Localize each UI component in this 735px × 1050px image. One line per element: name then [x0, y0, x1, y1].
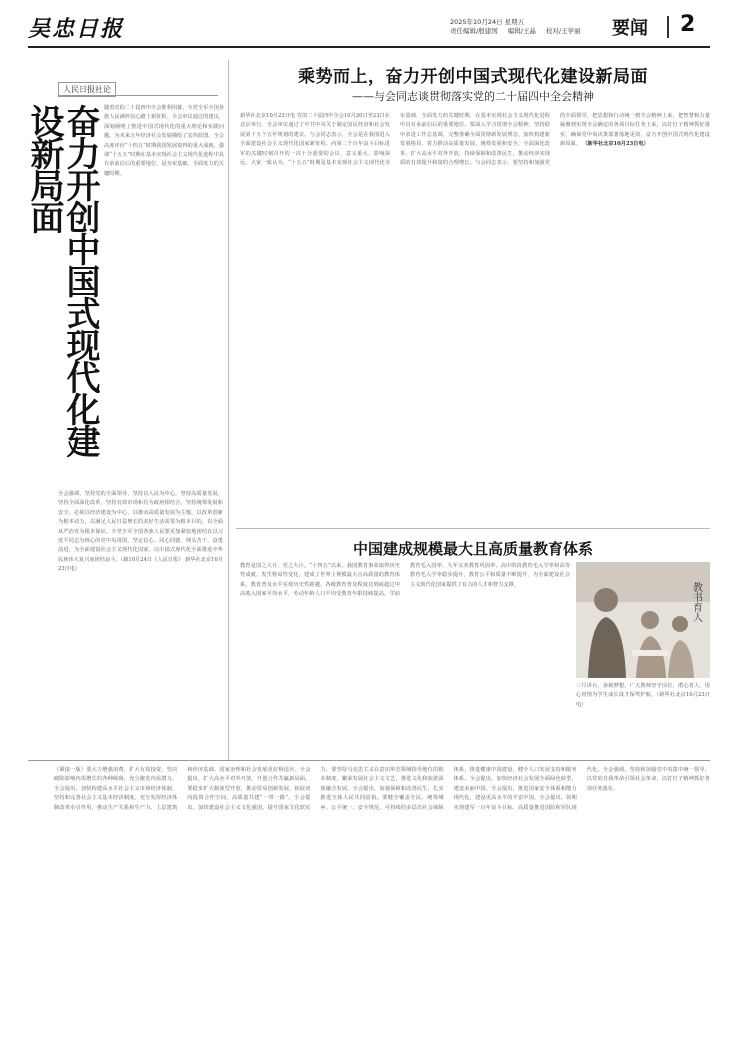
education-article-continued: 三尺讲台，承载梦想。广大教师坚守岗位、潜心育人，用心用情为学生成长成才保驾护航。（新华社北京10月23日电） — [576, 683, 710, 708]
editorial-tag-rule — [58, 95, 218, 96]
education-article-body: 教育是国之大计、党之大计。“十四五”以来，我国教育事业取得历史性成就、发生格局性变化，建成了世界上规模最大且高质量的教育体系。教育普及水平实现历史性跨越，各级教育普及程度达到或超过中高收入国家平均水平，劳动年龄人口平均受教育年限持续提高。学前教育毛入园率、九年义务教育巩固率、高中阶段教育毛入学率和高等教育毛入学率稳步提升，教育公平和质量不断提升，为全面建设社会主义现代化国家提供了有力的人才和智力支撑。 — [240, 563, 570, 598]
editorial-body-continued: 全会强调，坚持党的全面领导，坚持以人民为中心，坚持高质量发展，坚持全面深化改革，坚持有效市场和有为政府相结合，坚持统筹发展和安全。必须以经济建设为中心，以推动高质量发展为主题，以改革创新为根本动力，以满足人民日益增长的美好生活需要为根本目的，以全面从严治党为根本保证。全党全军全国各族人民要更加紧密地团结在以习近平同志为核心的党中央周围，坚定信心、同心同德，埋头苦干、奋勇前进，为全面建设社会主义现代化国家、以中国式现代化全面推进中华民族伟大复兴而团结奋斗。（载10月24日《人民日报》 新华社北京10月23日电） — [58, 491, 223, 573]
lead-article-text: 新华社北京10月23日电 党的二十届四中全会10月20日至23日在北京举行。全会审议通过了中共中央关于制定国民经济和社会发展第十五个五年规划的建议。与会同志表示，全会是在我国进入全面建设社会主义现代化国家新征程、向第二个百年奋斗目标进军的关键时刻召开的一次十分重要的会议，意义重大、影响深远。大家一致认为，“十五五”时期是基本实现社会主义现代化夯实基础、全面发力的关键时期，在基本实现社会主义现代化进程中具有承前启后的重要地位。要深入学习贯彻全会精神，坚持稳中求进工作总基调，完整准确全面贯彻新发展理念，加快构建新发展格局，着力推动高质量发展，统筹发展和安全，全面深化改革，扩大高水平对外开放，持续保障和改善民生，推动经济实现质的有效提升和量的合理增长。与会同志表示，要坚持和加强党的全面领导，把思想和行动统一到全会精神上来，把智慧和力量凝聚到实现全会确定的各项目标任务上来，以钉钉子精神抓好落实，确保党中央决策部署落地见效，奋力开创中国式现代化建设新局面。 — [240, 113, 710, 167]
masthead-rule — [28, 46, 710, 48]
page-number: 2 — [680, 12, 696, 37]
education-photo — [576, 562, 710, 678]
newspaper-logo: 吴忠日报 — [28, 16, 125, 42]
lead-headline: 乘势而上，奋力开创中国式现代化建设新局面 — [298, 67, 648, 87]
classroom-illustration — [576, 562, 710, 678]
proofreader: 校对/王学丽 — [545, 27, 581, 35]
responsible-editor: 责任编辑/殷建国 — [450, 27, 498, 35]
education-headline: 中国建成规模最大且高质量教育体系 — [352, 540, 593, 558]
lead-article-body — [240, 112, 710, 532]
continued-from-front-page: （紧接一版）要大力增强消费，扩大有效投资，坚决破除影响内需增长的各种障碍，充分激发内需潜力。全会提出，加快构建高水平社会主义市场经济体制，坚持和完善社会主义基本经济制度，充分发挥经济体制改革牵引作用，推动生产关系和生产力、上层建筑和经济基础、国家治理和社会发展更好相适应。全会提出，扩大高水平对外开放，开创合作共赢新局面。要稳步扩大制度型开放，推动贸易创新发展，拓展双向投资合作空间，高质量共建“一带一路”。全会提出，加快建设社会主义文化强国，提升国家文化软实力。要坚持马克思主义在意识形态领域指导地位的根本制度，繁荣发展社会主义文艺，推进文化和旅游深度融合发展。全会提出，加强保障和改善民生，扎实推进全体人民共同富裕。要健全覆盖全民、统筹城乡、公平统一、安全规范、可持续的多层次社会保障体系，推进健康中国建设，健全人口发展支持和服务体系。全会提出，加快经济社会发展全面绿色转型，建设美丽中国。全会提出，推进国家安全体系和能力现代化，建设更高水平的平安中国。全会提出，如期实现建军一百年奋斗目标，高质量推进国防和军队现代化。全会强调，坚持和加强党中央集中统一领导，以党的自我革命引领社会革命，以钉钉子精神抓好各项任务落实。 — [54, 767, 710, 811]
editorial-body: 随着党的二十届四中全会胜利闭幕，全党全军全国各族人民满怀信心踏上新征程。全会审议通过的建议，深刻阐明了推进中国式现代化的重大理论和实践问题，为未来五年经济社会发展描绘了宏伟蓝图。全会高度评价“十四五”时期我国发展取得的重大成就，强调“十五五”时期在基本实现社会主义现代化进程中具有承前启后的重要地位，是夯实基础、全面发力的关键时期。 — [104, 105, 224, 177]
issue-info — [450, 18, 581, 36]
masthead — [0, 0, 735, 48]
issue-date: 2025年10月24日 星期五 — [450, 18, 525, 26]
bottom-divider — [28, 760, 710, 761]
photo-caption-label: 教书育人 — [690, 582, 702, 622]
article-divider — [236, 528, 710, 529]
lead-subheadline: ——与会同志谈贯彻落实党的二十届四中全会精神 — [352, 90, 594, 103]
lead-article-dateline: （新华社北京10月23日电） — [582, 141, 649, 148]
editorial-title: 奋力开创中国式现代化建设新局面 — [24, 104, 100, 456]
column-divider — [228, 60, 229, 760]
editor-credits — [450, 27, 581, 36]
section-divider — [667, 16, 669, 38]
editorial-tag: 人民日报社论 — [58, 82, 116, 97]
section-name: 要闻 — [612, 18, 648, 39]
editor: 编辑/王晶 — [507, 27, 536, 35]
